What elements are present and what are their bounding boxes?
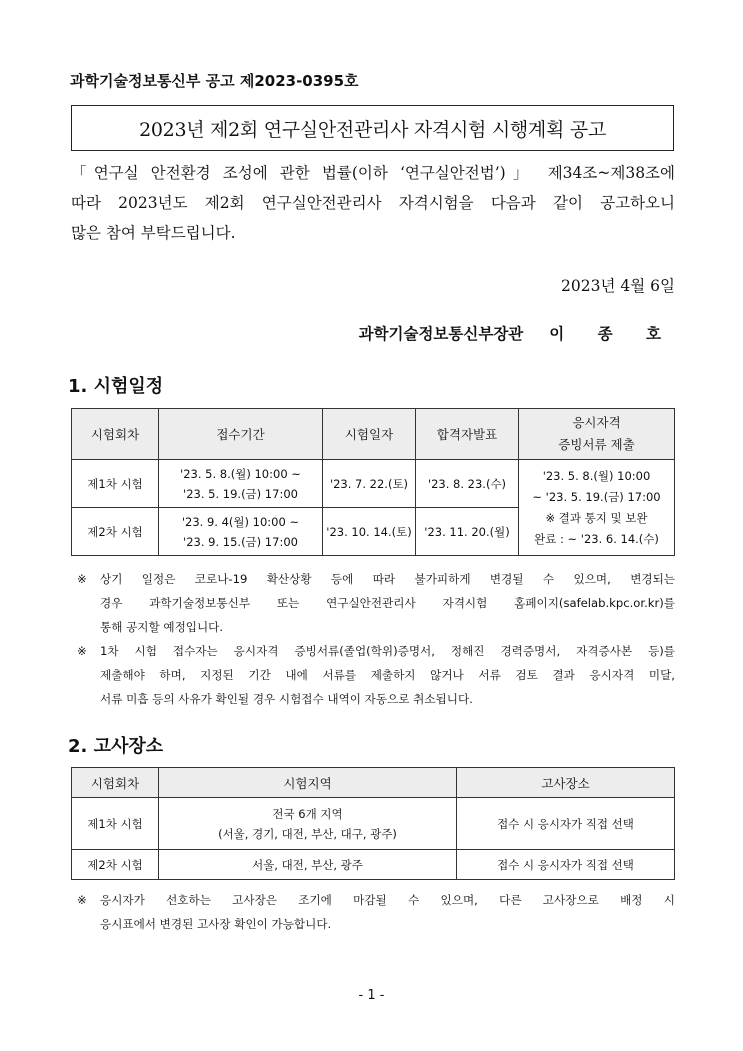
- cell-reception-period: [159, 508, 323, 556]
- section-heading-venue: 2. 고사장소: [68, 736, 164, 757]
- intro-line: 「연구실 안전환경 조성에 관한 법률(이하 ‘연구실안전법’)」 제34조~제38조에: [71, 164, 675, 182]
- header-round: 시험회차: [72, 409, 159, 460]
- reception-start: '23. 9. 4(월) 10:00 ~: [181, 514, 300, 529]
- table-row: [72, 850, 675, 880]
- cell-round: 제1차 시험: [72, 460, 159, 508]
- note-line: 경우 과학기술정보통신부 또는 연구실안전관리사 자격시험 홈페이지(safelab.kpc.or.kr)를: [100, 596, 675, 610]
- note-line: 응시표에서 변경된 고사장 확인이 가능합니다.: [100, 917, 332, 931]
- signer-name: 이 종 호: [549, 325, 675, 343]
- note-line: 1차 시험 접수자는 응시자격 증빙서류(졸업(학위)증명서, 정해진 경력증명서, 자격증사본 등)를: [100, 644, 675, 658]
- header-exam-date: 시험일자: [323, 409, 416, 460]
- page-number: - 1 -: [358, 988, 385, 1003]
- cell-region: [159, 798, 457, 850]
- header-documents: [519, 409, 675, 460]
- note-line: 제출해야 하며, 지정된 기간 내에 서류를 제출하지 않거나 서류 검토 결과 응시자격 미달,: [100, 668, 675, 682]
- cell-exam-date: '23. 10. 14.(토): [323, 508, 416, 556]
- document-title: 2023년 제2회 연구실안전관리사 자격시험 시행계획 공고: [71, 105, 674, 151]
- cell-round: 제2차 시험: [72, 508, 159, 556]
- table-row: [72, 460, 675, 508]
- documents-period-end: ~ '23. 5. 19.(금) 17:00: [532, 489, 661, 504]
- reception-end: '23. 5. 19.(금) 17:00: [183, 486, 298, 501]
- cell-result-date: '23. 8. 23.(수): [416, 460, 519, 508]
- header-venue: 고사장소: [457, 768, 675, 798]
- header-round: 시험회차: [72, 768, 159, 798]
- region-line1: 전국 6개 지역: [272, 806, 343, 821]
- note-line: 서류 미흡 등의 사유가 확인될 경우 시험접수 내역이 자동으로 취소됩니다.: [100, 692, 473, 706]
- intro-paragraph: [71, 158, 675, 248]
- venue-note: [77, 888, 675, 936]
- exam-schedule-table: [71, 408, 675, 556]
- exam-venue-table: [71, 767, 675, 880]
- documents-note-line1: ※ 결과 통지 및 보완: [545, 510, 648, 525]
- table-header-row: [72, 409, 675, 460]
- note-mark: ※: [77, 572, 87, 586]
- header-region: 시험지역: [159, 768, 457, 798]
- header-reception-period: 접수기간: [159, 409, 323, 460]
- cell-result-date: '23. 11. 20.(월): [416, 508, 519, 556]
- table-row: [72, 798, 675, 850]
- table-header-row: [72, 768, 675, 798]
- intro-line: 따라 2023년도 제2회 연구실안전관리사 자격시험을 다음과 같이 공고하오니: [71, 194, 675, 212]
- cell-round: 제1차 시험: [72, 798, 159, 850]
- signer: [359, 322, 675, 344]
- notice-date: 2023년 4월 6일: [561, 277, 675, 295]
- section-heading-schedule: 1. 시험일정: [68, 376, 164, 397]
- reception-end: '23. 9. 15.(금) 17:00: [183, 534, 298, 549]
- note-mark: ※: [77, 893, 87, 907]
- documents-period-start: '23. 5. 8.(월) 10:00: [542, 468, 651, 483]
- cell-documents: [519, 460, 675, 556]
- note-line: 응시자가 선호하는 고사장은 조기에 마감될 수 있으며, 다른 고사장으로 배정 시: [100, 893, 675, 907]
- cell-venue: 접수 시 응시자가 직접 선택: [457, 850, 675, 880]
- cell-venue: 접수 시 응시자가 직접 선택: [457, 798, 675, 850]
- note-mark: ※: [77, 644, 87, 658]
- note-line: 통해 공지할 예정입니다.: [100, 620, 224, 634]
- schedule-note-1: [77, 567, 675, 639]
- cell-region: 서울, 대전, 부산, 광주: [159, 850, 457, 880]
- documents-note-line2: 완료 : ~ '23. 6. 14.(수): [534, 531, 659, 546]
- note-line: 상기 일정은 코로나-19 확산상황 등에 따라 불가피하게 변경될 수 있으며, 변경되는: [100, 572, 675, 586]
- intro-line: 많은 참여 부탁드립니다.: [71, 224, 236, 242]
- cell-exam-date: '23. 7. 22.(토): [323, 460, 416, 508]
- reception-start: '23. 5. 8.(월) 10:00 ~: [180, 466, 301, 481]
- cell-reception-period: [159, 460, 323, 508]
- region-line2: (서울, 경기, 대전, 부산, 대구, 광주): [218, 826, 397, 841]
- schedule-note-2: [77, 639, 675, 711]
- header-documents-line2: 증빙서류 제출: [558, 437, 635, 452]
- signer-title: 과학기술정보통신부장관: [358, 325, 524, 343]
- header-documents-line1: 응시자격: [572, 415, 621, 430]
- header-result-date: 합격자발표: [416, 409, 519, 460]
- notice-number: 과학기술정보통신부 공고 제2023-0395호: [70, 72, 359, 90]
- cell-round: 제2차 시험: [72, 850, 159, 880]
